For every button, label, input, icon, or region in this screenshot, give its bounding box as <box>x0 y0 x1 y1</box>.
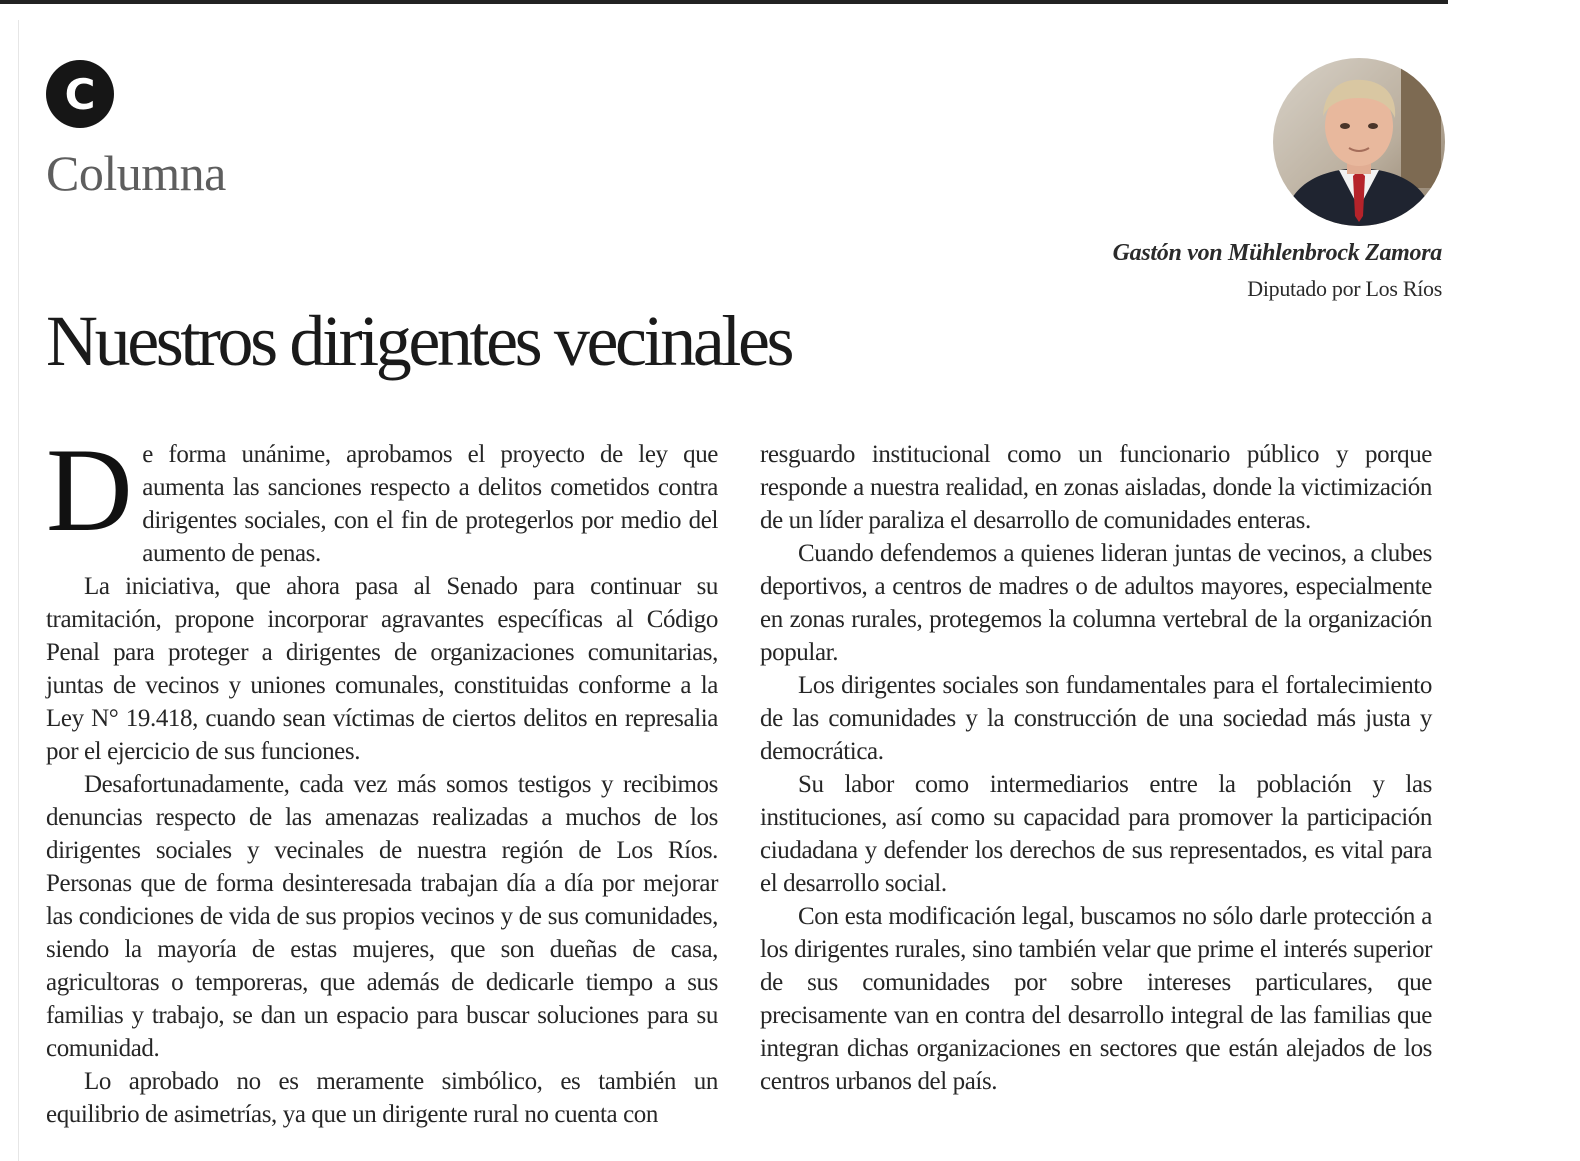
section-badge-letter: C <box>64 69 96 119</box>
author-name: Gastón von Mühlenbrock Zamora <box>1112 240 1442 266</box>
drop-cap: D <box>46 423 133 556</box>
article-column-right <box>760 438 1432 1098</box>
article-paragraph: resguardo institucional como un funcionario público y porque responde a nuestra realidad, en zonas aisladas, donde la victimización de un líder paraliza el desarrollo de comunidades enteras. <box>760 441 1432 534</box>
author-role: Diputado por Los Ríos <box>1247 276 1442 301</box>
section-badge <box>46 60 114 128</box>
section-label: Columna <box>46 145 226 201</box>
article-paragraph: Lo aprobado no es meramente simbólico, es también un equilibrio de asimetrías, ya que un dirigente rural no cuenta con <box>46 1068 718 1128</box>
article-paragraph: Los dirigentes sociales son fundamentales para el fortalecimiento de las comunidades y la construcción de una sociedad más justa y democrática. <box>760 672 1432 765</box>
article-paragraph: Su labor como intermediarios entre la población y las instituciones, así como su capacidad para promover la participación ciudadana y defender los derechos de sus representados, es vital para el desarrollo social. <box>760 771 1432 897</box>
article-paragraph: Con esta modificación legal, buscamos no sólo darle protección a los dirigentes rurales, sino también velar que prime el interés superior de sus comunidades por sobre intereses particulares, que precisamente van en contra del desarrollo integral de las familias que integran dichas organizaciones en sectores que están alejados de los centros urbanos del país. <box>760 903 1432 1095</box>
author-portrait-icon <box>1273 58 1445 226</box>
article-paragraph: La iniciativa, que ahora pasa al Senado para continuar su tramitación, propone incorporar agravantes específicas al Código Penal para proteger a dirigentes de organizaciones comunitarias, juntas de vecinos y uniones comunales, constituidas conforme a la Ley N° 19.418, cuando sean víctimas de ciertos delitos en represalia por el ejercicio de sus funciones. <box>46 573 718 765</box>
left-margin-rule <box>18 20 19 1161</box>
article-paragraph: Desafortunadamente, cada vez más somos testigos y recibimos denuncias respecto de las amenazas realizadas a muchos de los dirigentes sociales y vecinales de nuestra región de Los Ríos. Personas que de forma desinteresada trabajan día a día por mejorar las condiciones de vida de sus propios vecinos y de sus comunidades, siendo la mayoría de estas mujeres, que son dueñas de casa, agricultoras o temporeras, que además de dedicarle tiempo a sus familias y trabajo, se dan un espacio para buscar soluciones para su comunidad. <box>46 771 718 1062</box>
article-column-left <box>46 423 718 1131</box>
top-rule <box>0 0 1448 4</box>
article-title: Nuestros dirigentes vecinales <box>46 301 792 381</box>
article-paragraph: De forma unánime, aprobamos el proyecto de ley que aumenta las sanciones respecto a delitos cometidos contra dirigentes sociales, con el fin de protegerlos por medio del aumento de penas. <box>46 423 718 567</box>
article-paragraph: Cuando defendemos a quienes lideran juntas de vecinos, a clubes deportivos, a centros de madres o de adultos mayores, especialmente en zonas rurales, protegemos la columna vertebral de la organización popular. <box>760 540 1432 666</box>
